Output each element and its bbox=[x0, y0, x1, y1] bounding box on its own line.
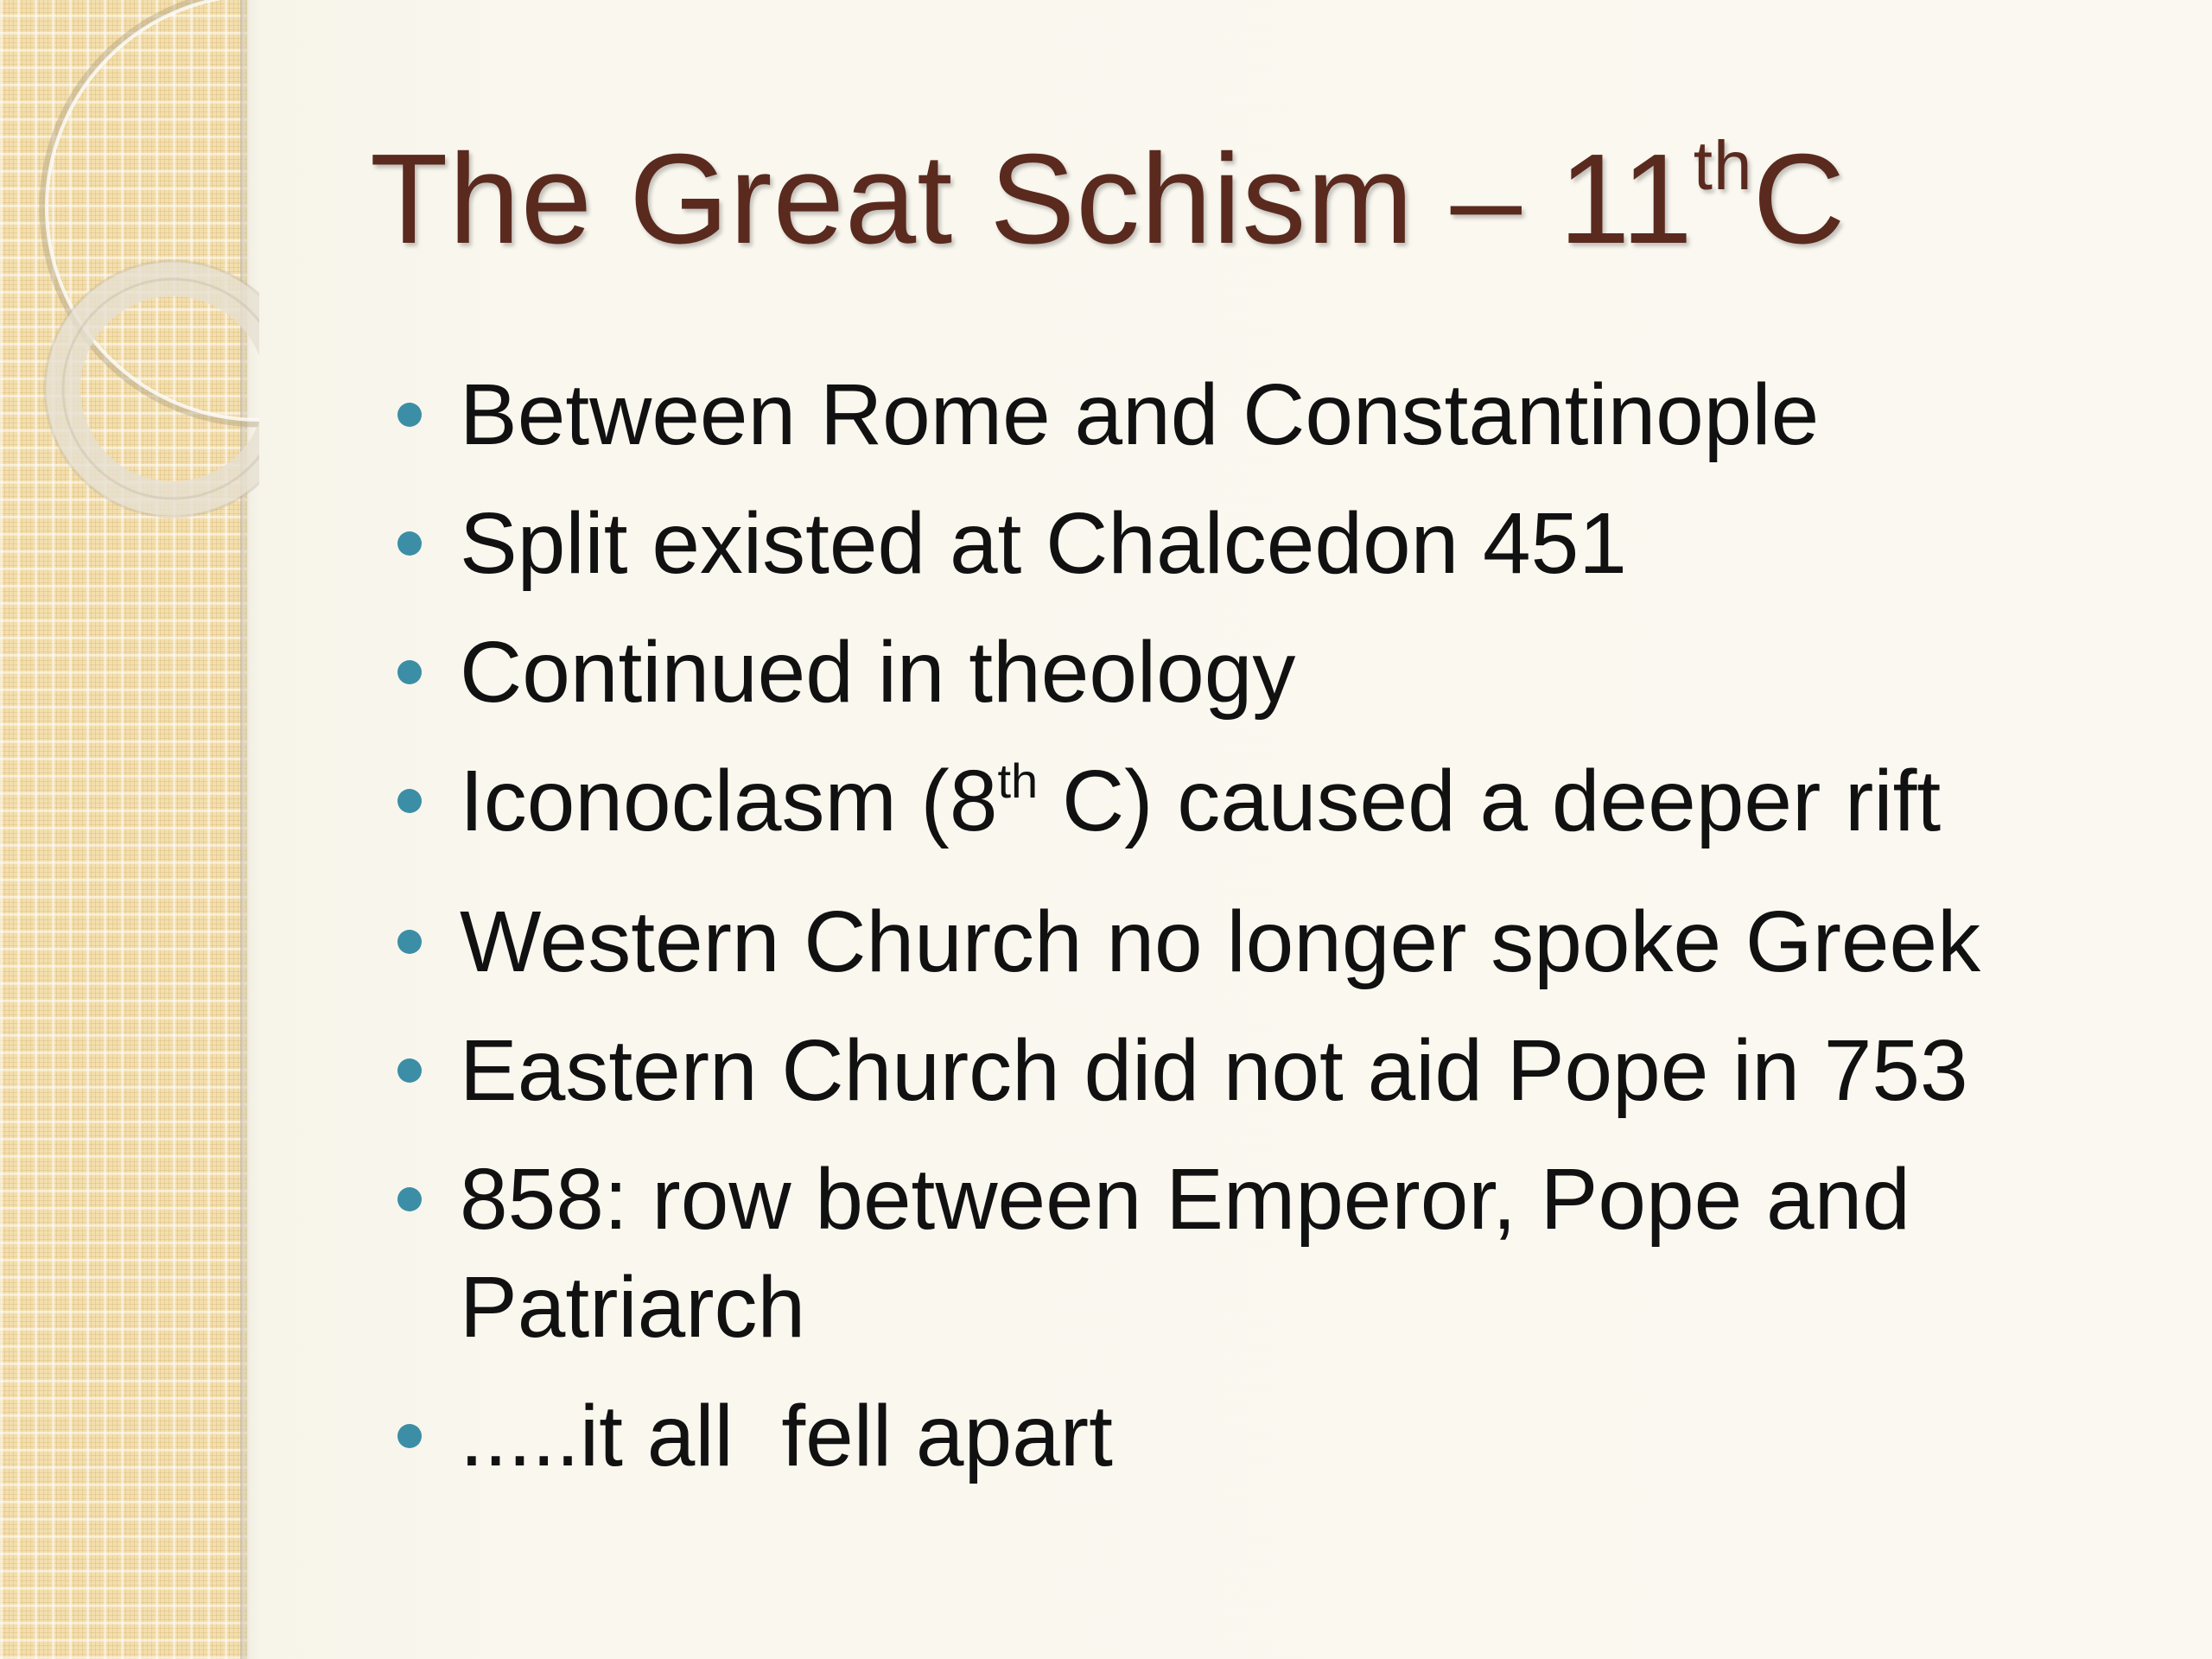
bullet-item bbox=[397, 361, 2160, 469]
decorative-rings bbox=[0, 0, 259, 553]
bullet-dot-icon bbox=[397, 1187, 422, 1211]
title-superscript: th bbox=[1693, 127, 1753, 204]
bullet-dot-icon bbox=[397, 531, 422, 556]
bullet-superscript: th bbox=[997, 753, 1039, 808]
title-tail: C bbox=[1752, 128, 1847, 270]
bullet-item bbox=[397, 1017, 2160, 1125]
bullet-text: 858: row between Emperor, Pope and Patriarch bbox=[460, 1151, 1910, 1356]
bullet-text-pre: Iconoclasm (8 bbox=[460, 753, 998, 849]
title-main: The Great Schism – 11 bbox=[370, 128, 1694, 270]
bullet-item bbox=[397, 1382, 2160, 1491]
bullet-list bbox=[397, 361, 2160, 1511]
bullet-item bbox=[397, 747, 2160, 868]
bullet-item bbox=[397, 619, 2160, 727]
bullet-dot-icon bbox=[397, 930, 422, 954]
bullet-dot-icon bbox=[397, 403, 422, 427]
bullet-text: Eastern Church did not aid Pope in 753 bbox=[460, 1022, 1968, 1119]
bullet-text: Split existed at Chalcedon 451 bbox=[460, 495, 1627, 592]
bullet-dot-icon bbox=[397, 1424, 422, 1448]
bullet-text: Between Rome and Constantinople bbox=[460, 366, 1820, 463]
bullet-text: Western Church no longer spoke Greek bbox=[460, 893, 1981, 990]
bullet-dot-icon bbox=[397, 789, 422, 813]
bullet-dot-icon bbox=[397, 1058, 422, 1083]
bullet-text-post: C) caused a deeper rift bbox=[1038, 753, 1942, 849]
bullet-item bbox=[397, 1146, 2160, 1362]
bullet-item bbox=[397, 888, 2160, 996]
bullet-dot-icon bbox=[397, 660, 422, 684]
bullet-text: .....it all fell apart bbox=[460, 1388, 1113, 1484]
bullet-text: Continued in theology bbox=[460, 624, 1296, 721]
slide-title bbox=[370, 127, 1847, 270]
bullet-item bbox=[397, 490, 2160, 598]
